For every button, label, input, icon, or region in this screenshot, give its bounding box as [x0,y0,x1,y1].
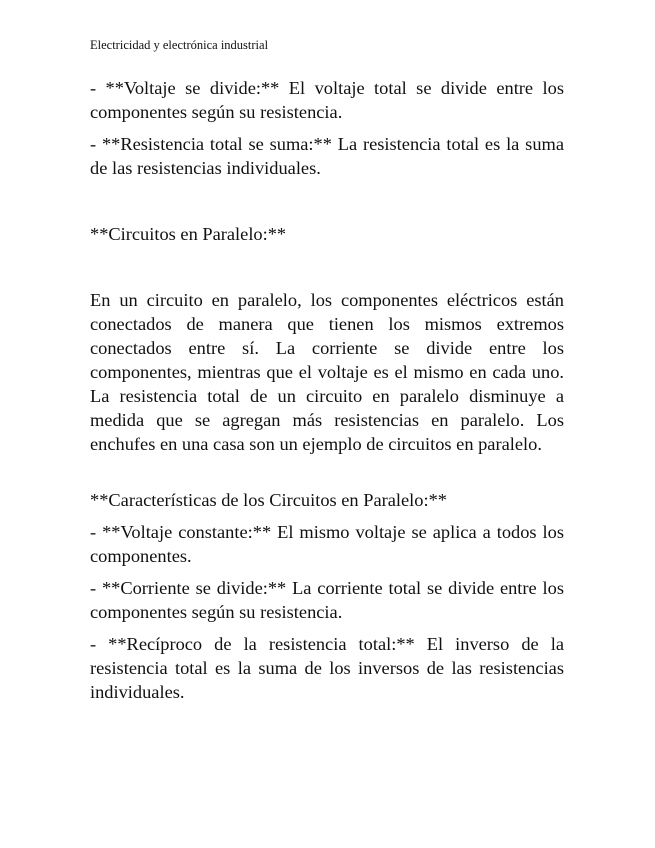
section-heading-circuitos-paralelo: **Circuitos en Paralelo:** [90,224,287,244]
document-body [90,76,564,704]
running-header: Electricidad y electrónica industrial [90,38,269,52]
bullet-voltaje-se-divide: - **Voltaje se divide:** El voltaje total se divide entre los componentes según su resistencia. [90,78,564,122]
section-heading-caracteristicas: **Características de los Circuitos en Paralelo:** [90,490,447,510]
bullet-reciproco-resistencia: - **Recíproco de la resistencia total:** El inverso de la resistencia total es la suma de los inversos de las resistencias individuales. [90,634,564,702]
bullet-corriente-se-divide: - **Corriente se divide:** La corriente total se divide entre los componentes según su resistencia. [90,578,564,622]
paragraph-circuito-paralelo: En un circuito en paralelo, los componentes eléctricos están conectados de manera que tienen los mismos extremos conectados entre sí. La corriente se divide entre los componentes, mientras que el voltaje es el mismo en cada uno. La resistencia total de un circuito en paralelo disminuye a medida que se agregan más resistencias en paralelo. Los enchufes en una casa son un ejemplo de circuitos en paralelo. [90,290,564,454]
bullet-voltaje-constante: - **Voltaje constante:** El mismo voltaje se aplica a todos los componentes. [90,522,564,566]
bullet-resistencia-total-se-suma: - **Resistencia total se suma:** La resistencia total es la suma de las resistencias individuales. [90,134,564,178]
